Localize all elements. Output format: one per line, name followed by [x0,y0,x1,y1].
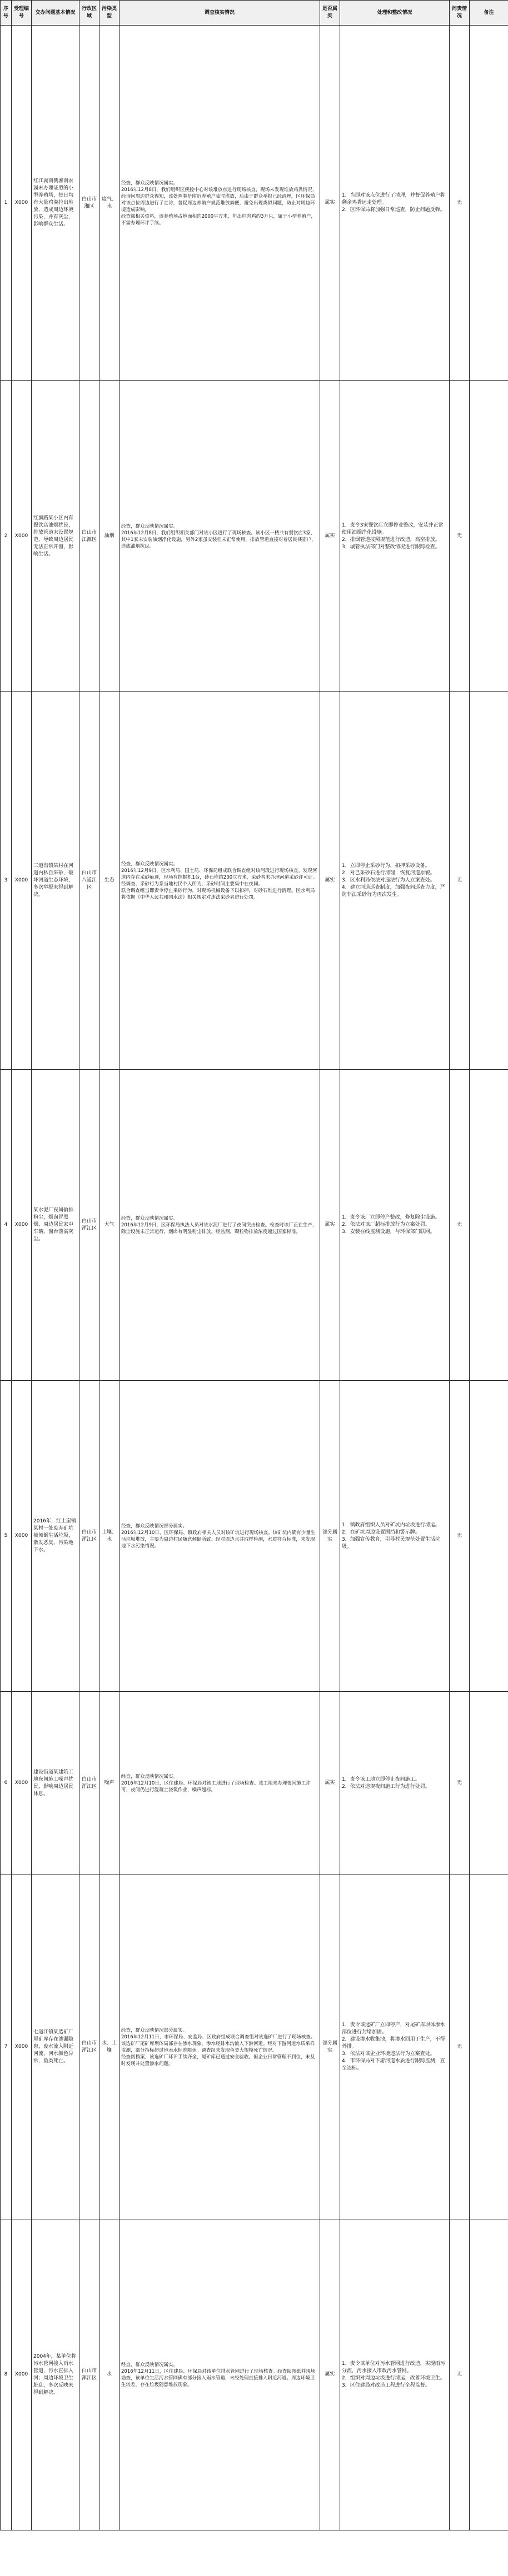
cell-index: 5 [1,1381,12,1692]
cell-issue: 三道沟镇某村在河道内私自采砂，破坏河道生态环境，多次举报未得到解决。 [32,692,79,1070]
cell-accountability: 无 [450,26,470,381]
cell-pollution: 土壤、水 [99,1381,119,1692]
cell-investigation: 经查，群众反映情况属实。 2016年12月8日，我们组织区疾控中心对该堆放点进行现场核查，现场未发现堆放鸡粪情况，经询问周边群众得知，该处鸡粪是附近养殖户临时堆放，后由于群众举报已经清理。区环保局对该点位周边进行了走访，督促周边养殖户规范堆放粪便，避免出现类似问题，防止对周边环境造成影响。 经查阅相关资料，该养殖场占地面积约2000平方米，年出栏肉鸡约3万只，属于小型养殖户，不需办理环评手续。 [119,26,320,381]
cell-accountability: 无 [450,1070,470,1381]
cell-handling: 1．责令该选矿厂立即停产，对尾矿库坝体渗水部位进行封堵加固。 2．建设渗水收集池，将渗水回用于生产，不得外排。 3．依法对该企业环境违法行为立案查处。 4．市环保局对下游河道水质进行跟踪监测，直至达标。 [340,1875,450,2219]
cell-issue: 建设街道某建筑工地夜间施工噪声扰民，影响周边居民休息。 [32,1692,79,1875]
cell-code: X000 [12,1875,32,2219]
cell-handling: 1．当即对该点位进行了清理，并督促养殖户将剩余鸡粪运走处理。 2．区环保局将加强日常巡查，防止问题反弹。 [340,26,450,381]
cell-verified: 属实 [320,381,340,692]
cell-verified: 属实 [320,692,340,1070]
cell-pollution: 生态 [99,692,119,1070]
header-handling: 处理和整改情况 [340,1,450,26]
cell-investigation: 经查，群众反映情况属实。 2016年12月10日，区住建局、环保局对该工地进行了现场检查。该工地未办理夜间施工许可，夜间仍进行混凝土浇筑作业，噪声超标。 [119,1692,320,1875]
cell-index: 2 [1,381,12,692]
table-row [1,2219,508,2530]
cell-note [470,692,508,1070]
cell-code: X000 [12,1070,32,1381]
cell-pollution: 大气 [99,1070,119,1381]
cell-note [470,1070,508,1381]
cell-region: 白山市八道江区 [79,692,99,1070]
cell-verified: 属实 [320,1070,340,1381]
cell-issue: 2004年，某单位将污水管网接入雨水管道，污水直排入河；周边环境卫生脏乱，多次反映未得到解决。 [32,2219,79,2530]
table-row [1,1381,508,1692]
cell-handling: 1．立即停止采砂行为，扣押采砂设备。 2．对已采砂石进行清理，恢复河道原貌。 3．区水利局依法对违法行为人立案查处。 4．建立河道巡查制度，加强夜间巡查力度，严防非法采砂行为再次发生。 [340,692,450,1070]
cell-issue: 某水泥厂夜间偷排粉尘，烟囱冒黑烟，周边居民家中车辆、窗台落满灰尘。 [32,1070,79,1381]
cell-region: 白山市江源区 [79,381,99,692]
cell-handling: 1．镇政府组织人员对矿坑内垃圾进行清运。 2．在矿坑周边设置围挡和警示牌。 3．加强宣传教育，引导村民规范处置生活垃圾。 [340,1381,450,1692]
table-row [1,26,508,381]
cell-index: 4 [1,1070,12,1381]
cell-issue: 2016年，红土崖镇某村一处废弃矿坑被倾倒生活垃圾，散发恶臭，污染地下水。 [32,1381,79,1692]
cell-note [470,1875,508,2219]
cell-region: 白山市浑江区 [79,1692,99,1875]
cell-accountability: 无 [450,1692,470,1875]
header-region: 行政区域 [79,1,99,26]
cell-index: 8 [1,2219,12,2530]
cell-accountability: 无 [450,1875,470,2219]
cell-note [470,2219,508,2530]
cell-region: 白山市浑江区 [79,1381,99,1692]
cell-investigation: 经查，群众反映情况属实。 2016年12月8日，我们组织相关部门对该小区进行了现场核查。该小区一楼共有餐饮店3家，其中1家未安装油烟净化设施，另外2家虽安装但未正常使用，排放管道直接对着居民楼窗户，造成油烟扰民。 [119,381,320,692]
cell-issue: 七道江镇某选矿厂尾矿库存在渗漏隐患，废水流入附近河流，河水颜色异常，鱼类死亡。 [32,1875,79,2219]
cell-verified: 属实 [320,1692,340,1875]
cell-investigation: 经查，群众反映情况属实。 2016年12月11日，区住建局、环保局对该单位排水管网进行了现场核查。经查阅图纸并现场勘查，该单位生活污水管网确有部分接入雨水管道，未经处理直接排入附近河道。周边环境卫生较差，存在垃圾随意堆放现象。 [119,2219,320,2530]
cell-accountability: 无 [450,2219,470,2530]
cell-accountability: 无 [450,1381,470,1692]
cell-region: 白山市浑江区 [79,2219,99,2530]
cell-code: X000 [12,26,32,381]
cell-index: 1 [1,26,12,381]
cell-region: 白山市湘区 [79,26,99,381]
cell-index: 7 [1,1875,12,2219]
cell-pollution: 噪声 [99,1692,119,1875]
table-row [1,381,508,692]
cell-investigation: 经查，群众反映情况属实。 2016年12月9日，区环保局执法人员对该水泥厂进行了夜间突击检查。检查时该厂正在生产，除尘设施未正常运行，烟囱有明显粉尘排放。经监测，颗粒物排放浓度超过国家标准。 [119,1070,320,1381]
table-row [1,1692,508,1875]
cell-note [470,1692,508,1875]
cell-verified: 属实 [320,2219,340,2530]
cell-note [470,1381,508,1692]
cell-index: 6 [1,1692,12,1875]
table-row [1,1070,508,1381]
table-header-row [1,1,508,26]
cell-pollution: 水、土壤 [99,1875,119,2219]
cell-accountability: 无 [450,381,470,692]
cell-issue: 红旗路某小区内有餐饮店油烟扰民，排放管道未设置规范，导致周边居民无法正常开窗，影响生活。 [32,381,79,692]
header-code: 受理编号 [12,1,32,26]
cell-handling: 1．责令该单位对污水管网进行改造，实现雨污分流，污水接入市政污水管网。 2．组织对周边垃圾进行清运，改善环境卫生。 3．区住建局对改造工程进行全程监督。 [340,2219,450,2530]
cell-pollution: 油烟 [99,381,119,692]
cell-handling: 1．责令该工地立即停止夜间施工。 2．依法对违规夜间施工行为进行处罚。 [340,1692,450,1875]
table-row [1,1875,508,2219]
cell-pollution: 废气、水 [99,26,119,381]
cell-handling: 1．责令3家餐饮店立即停业整改，安装并正常使用油烟净化设施。 2．排烟管道按照规范进行改造，高空排放。 3．城管执法部门对整改情况进行跟踪检查。 [340,381,450,692]
header-accountability: 问责情况 [450,1,470,26]
header-issue: 交办问题基本情况 [32,1,79,26]
header-investigation: 调查核实情况 [119,1,320,26]
cell-investigation: 经查，群众反映情况部分属实。 2016年12月11日，市环保局、安监局、区政府组成联合调查组对该选矿厂进行了现场核查。该选矿厂尾矿库坝体局部存在渗水现象，渗水经排水沟流入下游河道。经对下游河道水质采样监测，部分指标超过地表水标准限值。调查组未发现鱼类大规模死亡情况。 经查阅档案，该选矿厂环评手续齐全，尾矿库已通过安全验收。但企业日常管理不到位，未及时发现并处置渗水问题。 [119,1875,320,2219]
cell-region: 白山市浑江区 [79,1875,99,2219]
cell-accountability: 无 [450,692,470,1070]
cell-investigation: 经查，群众反映情况部分属实。 2016年12月10日，区环保局、镇政府相关人员对该矿坑进行现场核查。该矿坑内确有少量生活垃圾堆放，主要为周边村民随意倾倒所致。经对周边水井取样检测，水质符合标准，未发现地下水污染情况。 [119,1381,320,1692]
cell-code: X000 [12,381,32,692]
cell-verified: 部分属实 [320,1875,340,2219]
cell-code: X000 [12,692,32,1070]
header-pollution: 污染类型 [99,1,119,26]
cell-investigation: 经查，群众反映情况属实。 2016年12月9日，区水利局、国土局、环保局组成联合调查组对该河段进行现场核查。发现河道内存在采砂痕迹，现场有挖掘机1台，砂石堆约200立方米，采砂者未办理河道采砂许可证。经调查，采砂行为系当地村民个人所为，采砂时间主要集中在夜间。 联合调查组当即责令停止采砂行为，对现场机械设备予以扣押，对砂石堆进行清理。区水利局将依据《中华人民共和国水法》相关规定对违法采砂者进行处罚。 [119,692,320,1070]
header-verified: 是否属实 [320,1,340,26]
cell-code: X000 [12,2219,32,2530]
cell-verified: 属实 [320,26,340,381]
header-note: 备注 [470,1,508,26]
cell-pollution: 水 [99,2219,119,2530]
cell-code: X000 [12,1381,32,1692]
cell-note [470,381,508,692]
cell-handling: 1．责令该厂立即停产整改，修复除尘设施。 2．依法对该厂超标排放行为立案处罚。 3．安装在线监测设施，与环保部门联网。 [340,1070,450,1381]
cell-region: 白山市浑江区 [79,1070,99,1381]
cell-issue: 红江湖南侧湘南农园未办理证照的小型养殖场，每日均有大量鸡粪拉出堆放，造成周边环境污染，并有灰尘，影响群众生活。 [32,26,79,381]
cell-verified: 部分属实 [320,1381,340,1692]
header-index: 序号 [1,1,12,26]
cell-code: X000 [12,1692,32,1875]
cell-note [470,26,508,381]
cell-index: 3 [1,692,12,1070]
table-row [1,692,508,1070]
